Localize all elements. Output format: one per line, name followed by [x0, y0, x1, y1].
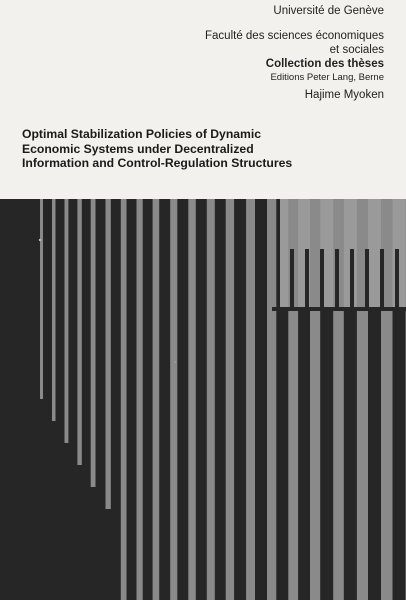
stripe [188, 199, 196, 600]
horizontal-break [272, 307, 406, 311]
university-name: Université de Genève [273, 5, 384, 17]
block-separator [395, 249, 399, 309]
block-separator [290, 249, 294, 309]
publisher-block [84, 4, 384, 84]
block-separator [305, 249, 309, 309]
stripe [226, 199, 234, 600]
speck [174, 361, 176, 363]
stripe [52, 199, 56, 421]
stripe [65, 199, 69, 443]
stripe [77, 199, 81, 465]
stripe [207, 199, 215, 600]
title-line-1: Optimal Stabilization Policies of Dynamic [22, 127, 262, 141]
block-separator [335, 249, 339, 309]
block-separator [380, 249, 384, 309]
title-line-3: Information and Control-Regulation Structures [22, 156, 293, 170]
faculty-name: Faculté des sciences économiques [205, 30, 384, 42]
publisher-editions: Editions Peter Lang, Berne [270, 72, 384, 83]
cover-artwork [0, 199, 406, 600]
collection-name: Collection des thèses [265, 58, 384, 70]
stripe [170, 199, 177, 600]
stripe [91, 199, 96, 487]
stripe [246, 199, 255, 600]
stripe [137, 199, 143, 600]
stripe [106, 199, 111, 509]
stripe [121, 199, 127, 600]
book-title [22, 127, 392, 171]
speck [39, 239, 41, 241]
author-name: Hajime Myoken [304, 89, 384, 101]
block-separator [320, 249, 324, 309]
title-line-2: Economic Systems under Decentralized [22, 141, 254, 156]
stripe [153, 199, 160, 600]
faculty-name-continued: et sociales [329, 44, 384, 56]
stripe [40, 199, 43, 399]
stripe [310, 199, 320, 600]
stripe [267, 199, 276, 600]
block-separator [350, 249, 354, 309]
block-separator [365, 249, 369, 309]
